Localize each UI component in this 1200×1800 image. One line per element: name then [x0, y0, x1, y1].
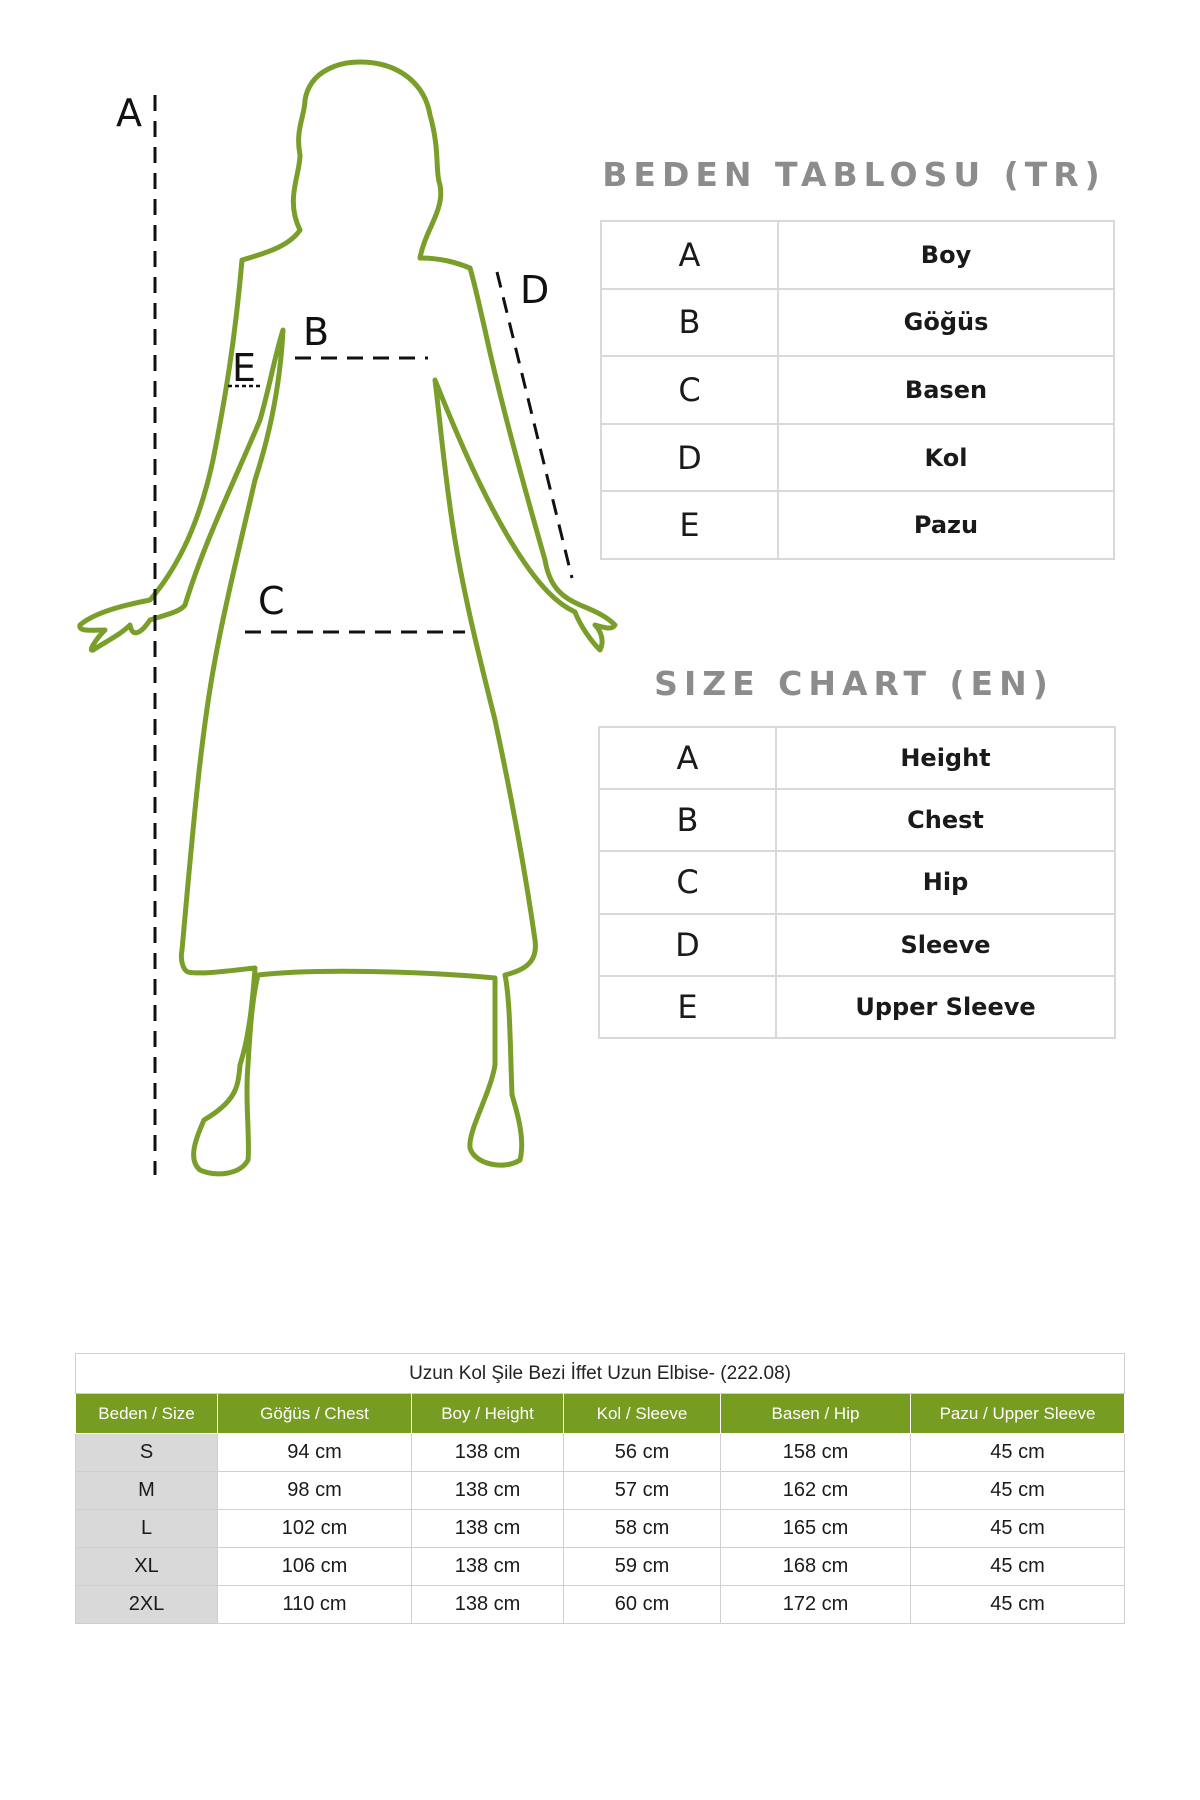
table-cell: 168 cm — [721, 1548, 911, 1586]
label-cell: Hip — [776, 851, 1115, 913]
table-cell: 106 cm — [218, 1548, 412, 1586]
key-cell: E — [599, 976, 776, 1038]
tr-key-table — [600, 220, 1115, 560]
label-cell: Boy — [778, 221, 1114, 289]
key-cell: A — [599, 727, 776, 789]
table-cell: 94 cm — [218, 1434, 412, 1472]
table-cell: 138 cm — [412, 1434, 564, 1472]
size-cell: 2XL — [76, 1586, 218, 1624]
table-cell: 59 cm — [564, 1548, 721, 1586]
table-row — [601, 356, 1114, 424]
table-row — [76, 1548, 1125, 1586]
table-cell: 45 cm — [911, 1548, 1125, 1586]
table-row — [601, 491, 1114, 559]
table-header-row — [76, 1394, 1125, 1434]
table-cell: 98 cm — [218, 1472, 412, 1510]
table-cell: 56 cm — [564, 1434, 721, 1472]
size-cell: L — [76, 1510, 218, 1548]
key-cell: B — [601, 289, 778, 357]
label-cell: Upper Sleeve — [776, 976, 1115, 1038]
figure-head-outline — [293, 62, 440, 258]
table-cell: 45 cm — [911, 1434, 1125, 1472]
column-header: Kol / Sleeve — [564, 1394, 721, 1434]
size-cell: XL — [76, 1548, 218, 1586]
column-header: Göğüs / Chest — [218, 1394, 412, 1434]
table-cell: 138 cm — [412, 1548, 564, 1586]
column-header: Boy / Height — [412, 1394, 564, 1434]
table-row — [599, 789, 1115, 851]
label-cell: Pazu — [778, 491, 1114, 559]
table-row — [599, 727, 1115, 789]
table-row — [76, 1472, 1125, 1510]
figure-body-outline — [80, 230, 615, 1174]
table-cell: 110 cm — [218, 1586, 412, 1624]
table-row — [601, 289, 1114, 357]
size-measurement-table — [75, 1353, 1125, 1624]
marker-a: A — [116, 91, 142, 135]
label-cell: Sleeve — [776, 914, 1115, 976]
table-cell: 45 cm — [911, 1586, 1125, 1624]
en-chart-title: SIZE CHART (EN) — [654, 664, 1054, 703]
table-row — [599, 976, 1115, 1038]
table-caption-row — [76, 1354, 1125, 1394]
key-cell: C — [599, 851, 776, 913]
key-cell: A — [601, 221, 778, 289]
size-cell: M — [76, 1472, 218, 1510]
table-cell: 45 cm — [911, 1510, 1125, 1548]
table-cell: 162 cm — [721, 1472, 911, 1510]
label-cell: Basen — [778, 356, 1114, 424]
table-row — [76, 1586, 1125, 1624]
table-cell: 138 cm — [412, 1472, 564, 1510]
en-key-table — [598, 726, 1116, 1039]
column-header: Pazu / Upper Sleeve — [911, 1394, 1125, 1434]
marker-e: E — [232, 346, 257, 390]
label-cell: Height — [776, 727, 1115, 789]
key-cell: E — [601, 491, 778, 559]
key-cell: B — [599, 789, 776, 851]
table-row — [601, 424, 1114, 492]
table-row — [76, 1434, 1125, 1472]
marker-d: D — [520, 268, 550, 312]
key-cell: C — [601, 356, 778, 424]
table-row — [599, 851, 1115, 913]
table-cell: 58 cm — [564, 1510, 721, 1548]
size-cell: S — [76, 1434, 218, 1472]
table-cell: 138 cm — [412, 1510, 564, 1548]
table-cell: 102 cm — [218, 1510, 412, 1548]
table-cell: 165 cm — [721, 1510, 911, 1548]
table-cell: 45 cm — [911, 1472, 1125, 1510]
table-row — [601, 221, 1114, 289]
label-cell: Göğüs — [778, 289, 1114, 357]
table-caption: Uzun Kol Şile Bezi İffet Uzun Elbise- (222.08) — [76, 1354, 1125, 1394]
table-row — [76, 1510, 1125, 1548]
table-cell: 172 cm — [721, 1586, 911, 1624]
column-header: Basen / Hip — [721, 1394, 911, 1434]
marker-c: C — [258, 579, 285, 623]
table-cell: 138 cm — [412, 1586, 564, 1624]
label-cell: Chest — [776, 789, 1115, 851]
table-cell: 57 cm — [564, 1472, 721, 1510]
label-cell: Kol — [778, 424, 1114, 492]
table-cell: 60 cm — [564, 1586, 721, 1624]
table-cell: 158 cm — [721, 1434, 911, 1472]
tr-chart-title: BEDEN TABLOSU (TR) — [602, 155, 1106, 194]
table-row — [599, 914, 1115, 976]
key-cell: D — [601, 424, 778, 492]
column-header: Beden / Size — [76, 1394, 218, 1434]
marker-b: B — [303, 310, 330, 354]
key-cell: D — [599, 914, 776, 976]
